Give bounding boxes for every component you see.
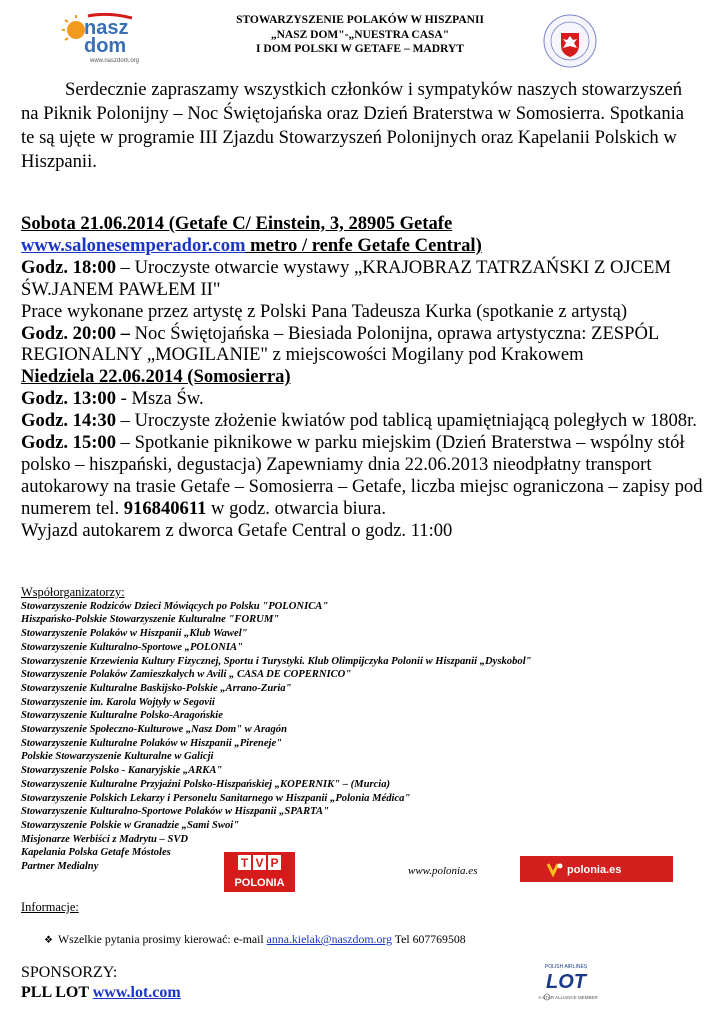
saturday-venue: www.salonesemperador.com metro / renfe Getafe Central) bbox=[21, 234, 482, 256]
svg-text:POLISH AIRLINES: POLISH AIRLINES bbox=[544, 964, 588, 970]
coorganizers-list bbox=[21, 600, 541, 874]
saturday-event-1: Godz. 18:00 – Uroczyste otwarcie wystawy „KRAJOBRAZ TATRZAŃSKI Z OJCEM ŚW.JANEM PAWŁEM II" bbox=[21, 256, 671, 300]
saturday-event-1-note: Prace wykonane przez artystę z Polski Pana Tadeusza Kurka (spotkanie z artystą) bbox=[21, 300, 628, 322]
coorganizer-item: Stowarzyszenie im. Karola Wojtyły w Segovii bbox=[21, 696, 215, 708]
svg-text:www.naszdom.org: www.naszdom.org bbox=[90, 58, 140, 64]
sunday-heading: Niedziela 22.06.2014 (Somosierra) bbox=[21, 366, 291, 388]
polonia-es-website[interactable]: www.polonia.es bbox=[408, 865, 478, 877]
phone-number: 916840611 bbox=[123, 497, 207, 519]
coorganizer-item: Stowarzyszenie Kulturalno-Sportowe „POLONIA" bbox=[21, 641, 243, 653]
coorganizer-item: Stowarzyszenie Kulturalne Baskijsko-Polskie „Arrano-Zuria" bbox=[21, 682, 292, 694]
salonesemperador-link[interactable]: www.salonesemperador.com bbox=[21, 234, 246, 256]
nasz-dom-logo bbox=[62, 12, 140, 64]
sponsor-line: PLL LOT www.lot.com bbox=[21, 984, 181, 1001]
coorganizer-item: Stowarzyszenie Polaków Zamieszkałych w Avili „ CASA DE COPERNICO" bbox=[21, 669, 352, 681]
coorganizers bbox=[21, 585, 541, 874]
svg-text:P: P bbox=[270, 856, 279, 870]
header-line-2: „NASZ DOM"-„NUESTRA CASA" bbox=[270, 28, 450, 41]
svg-text:nasz: nasz bbox=[84, 17, 129, 39]
coorganizer-item: Stowarzyszenie Kulturalne Polsko-Aragońskie bbox=[21, 710, 223, 722]
coorganizer-item: Stowarzyszenie Polskie w Granadzie „Sami Swoi" bbox=[21, 819, 240, 831]
saturday-heading: Sobota 21.06.2014 (Getafe C/ Einstein, 3, 28905 Getafe bbox=[21, 213, 453, 234]
seal-emblem-icon bbox=[543, 14, 597, 68]
coorganizer-item: Stowarzyszenie Kulturalne Polaków w Hiszpanii „Pireneje" bbox=[21, 737, 283, 749]
svg-text:T: T bbox=[240, 856, 249, 870]
svg-text:dom: dom bbox=[84, 35, 127, 57]
email-link[interactable]: anna.kielak@naszdom.org bbox=[266, 932, 392, 946]
contact-line: ❖ Wszelkie pytania prosimy kierować: e-mail anna.kielak@naszdom.org Tel 607769508 bbox=[44, 932, 466, 946]
lot-link[interactable]: www.lot.com bbox=[92, 984, 181, 1001]
svg-text:polonia.es: polonia.es bbox=[567, 864, 622, 876]
sunday-event-1: Godz. 13:00 - Msza Św. bbox=[21, 388, 204, 410]
intro-text: Serdecznie zapraszamy wszystkich członków i sympatyków naszych stowarzyszeń na Piknik Polonijny – Noc Świętojańska oraz Dzień Braterstwa w Somosierra. Spotkania te są ujęte w programie III Zjazdu Stowarzyszeń Polonijnych oraz Kapelanii Polskich w Hiszpanii. bbox=[21, 79, 685, 172]
coorganizer-item: Stowarzyszenie Polaków w Hiszpanii „Klub Wawel" bbox=[21, 628, 248, 640]
coorganizer-item: Stowarzyszenie Krzewienia Kultury Fizycznej, Sportu i Turystyki. Klub Olimpijczyka Polonii w Hiszpanii „Dyskobol" bbox=[21, 655, 532, 667]
coorganizer-item: Stowarzyszenie Polsko - Kanaryjskie „ARKA" bbox=[21, 765, 223, 777]
coorganizer-item: Stowarzyszenie Rodziców Dzieci Mówiących po Polsku "POLONICA" bbox=[21, 600, 329, 612]
coorganizer-item: Hiszpańsko-Polskie Stowarzyszenie Kulturalne "FORUM" bbox=[21, 614, 280, 626]
header-line-3: I DOM POLSKI W GETAFE – MADRYT bbox=[256, 43, 464, 55]
header-title bbox=[150, 13, 570, 57]
bullet-diamond-icon: ❖ bbox=[44, 935, 53, 946]
sunday-bus-note: Wyjazd autokarem z dworca Getafe Central o godz. 11:00 bbox=[21, 519, 453, 541]
program bbox=[21, 213, 711, 542]
coorganizer-item: Partner Medialny bbox=[21, 861, 99, 873]
sponsors-label: SPONSORZY: bbox=[21, 964, 118, 981]
info-label: Informacje: bbox=[21, 900, 79, 914]
polonia-es-logo bbox=[520, 856, 673, 882]
coorganizers-heading: Współorganizatorzy: bbox=[21, 585, 125, 599]
coorganizer-item: Stowarzyszenie Polskich Lekarzy i Personelu Sanitarnego w Hiszpanii „Polonia Médica" bbox=[21, 792, 411, 804]
coorganizer-item: Stowarzyszenie Kulturalno-Sportowe Polaków w Hiszpanii „SPARTA" bbox=[21, 806, 329, 818]
coorganizer-item: Kapelania Polska Getafe Móstoles bbox=[21, 847, 171, 859]
saturday-event-2: Godz. 20:00 – Noc Świętojańska – Biesiada Polonijna, oprawa artystyczna: ZESPÓL REGIONALNY „MOGILANIE" z miejscowości Mogilany pod Krakowem bbox=[21, 322, 659, 366]
coorganizer-item: Polskie Stowarzyszenie Kulturalne w Galicji bbox=[21, 751, 214, 763]
sunday-event-3: Godz. 15:00 – Spotkanie piknikowe w parku miejskim (Dzień Braterstwa – wspólny stół polsko – hiszpański, degustacja) Zapewniamy dnia 22.06.2013 nieodpłatny transport autokarowy na trasie Getafe – Somosierra – Getafe, liczba miejsc ograniczona – zapisy pod numerem tel. 916840611 w godz. otwarcia biura. bbox=[21, 432, 703, 519]
svg-text:V: V bbox=[255, 856, 264, 870]
intro-paragraph bbox=[21, 78, 701, 174]
header-line-1: STOWARZYSZENIE POLAKÓW W HISZPANII bbox=[236, 14, 484, 26]
svg-text:A STAR ALLIANCE MEMBER: A STAR ALLIANCE MEMBER bbox=[538, 995, 598, 1000]
coorganizer-item: Stowarzyszenie Społeczno-Kulturowe „Nasz Dom" w Aragón bbox=[21, 724, 287, 736]
tvp-polonia-logo bbox=[224, 852, 295, 892]
svg-text:POLONIA: POLONIA bbox=[234, 877, 285, 889]
lot-airlines-logo bbox=[530, 960, 602, 1004]
sunday-event-2: Godz. 14:30 – Uroczyste złożenie kwiatów pod tablicą upamiętniającą poległych w 1808r. bbox=[21, 410, 697, 432]
coorganizer-item: Stowarzyszenie Kulturalne Przyjaźni Polsko-Hiszpańskiej „KOPERNIK" – (Murcia) bbox=[21, 778, 391, 790]
svg-text:LOT: LOT bbox=[546, 971, 586, 993]
coorganizer-item: Misjonarze Werbiści z Madrytu – SVD bbox=[21, 833, 189, 845]
